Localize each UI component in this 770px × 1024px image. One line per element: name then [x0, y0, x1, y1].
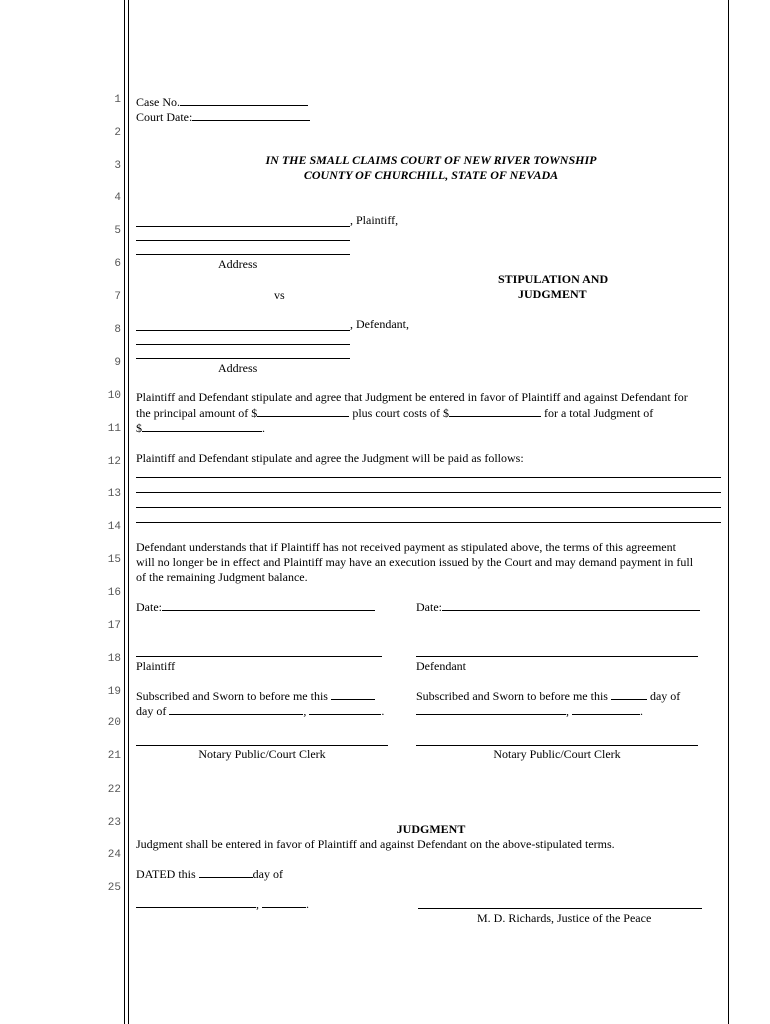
defendant-address-line-1[interactable]: [136, 344, 350, 345]
plaintiff-address-line-2[interactable]: [136, 254, 350, 255]
plaintiff-signature-label: Plaintiff: [136, 659, 176, 673]
payment-terms-line-4[interactable]: [136, 522, 721, 523]
sworn-right-day-field[interactable]: [611, 688, 647, 700]
sworn-left-period: .: [381, 704, 385, 718]
court-date-label: Court Date:: [136, 110, 193, 124]
line-number: 6: [114, 258, 121, 270]
sworn-right-line1: [416, 688, 680, 704]
line-number: 24: [107, 849, 121, 861]
stipulation-text-line1: Plaintiff and Defendant stipulate and agree that Judgment be entered in favor of Plaintiff and against Defendant for: [136, 390, 688, 404]
line-number: 4: [114, 192, 121, 204]
payment-terms-line-1[interactable]: [136, 477, 721, 478]
principal-amount-field[interactable]: [257, 405, 349, 417]
dated-comma: ,: [256, 897, 259, 911]
sworn-left-month-field[interactable]: [169, 703, 303, 715]
document-title-line2: JUDGMENT: [518, 287, 587, 301]
notary-label-left: Notary Public/Court Clerk: [198, 747, 326, 761]
defendant-signature-label: Defendant: [416, 659, 466, 673]
sworn-right-month-field[interactable]: [416, 703, 566, 715]
line-number: 17: [107, 620, 121, 632]
sworn-right-year-field[interactable]: [572, 703, 640, 715]
line-number: 20: [107, 717, 121, 729]
dated-label: DATED this: [136, 867, 196, 881]
payment-terms-line-2[interactable]: [136, 492, 721, 493]
total-judgment-field[interactable]: [142, 420, 262, 432]
costs-label: plus court costs of $: [352, 406, 449, 420]
dated-month-year: [136, 896, 309, 912]
line-number: 3: [114, 160, 121, 172]
sworn-right-comma: ,: [566, 704, 569, 718]
default-terms-line3: of the remaining Judgment balance.: [136, 570, 308, 584]
margin-rule-right: [728, 0, 729, 1024]
notary-signature-line-left[interactable]: [136, 745, 388, 746]
judge-name-label: M. D. Richards, Justice of the Peace: [477, 911, 652, 925]
line-number: 18: [107, 653, 121, 665]
dated-month-field[interactable]: [136, 896, 256, 908]
line-number: 22: [107, 784, 121, 796]
versus-label: vs: [274, 288, 285, 302]
notary-label-right: Notary Public/Court Clerk: [493, 747, 621, 761]
sworn-left-comma: ,: [303, 704, 307, 718]
court-date-field[interactable]: [136, 109, 310, 125]
defendant-label: , Defendant,: [350, 317, 409, 331]
judgment-text: Judgment shall be entered in favor of Plaintiff and against Defendant on the above-stipulated terms.: [136, 837, 615, 851]
sworn-left-day-field[interactable]: [331, 688, 375, 700]
sworn-right-period: .: [640, 704, 643, 718]
sworn-left-line2: [136, 703, 384, 719]
document-title-line1: STIPULATION AND: [498, 272, 609, 286]
total-label: for a total Judgment of: [543, 406, 654, 420]
line-number: 16: [107, 587, 121, 599]
payment-terms-line-3[interactable]: [136, 507, 721, 508]
defendant-address-line-2[interactable]: [136, 358, 350, 359]
dated-year-field[interactable]: [262, 896, 306, 908]
line-number: 2: [114, 127, 121, 139]
plaintiff-signature-line[interactable]: [136, 656, 382, 657]
line-number: 14: [107, 521, 121, 533]
judge-signature-line[interactable]: [418, 908, 702, 909]
line-number: 15: [107, 554, 121, 566]
period: .: [262, 421, 265, 435]
court-costs-field[interactable]: [449, 405, 541, 417]
defendant-address-label: Address: [218, 361, 258, 375]
line-number: 5: [114, 225, 121, 237]
line-number: 13: [107, 488, 121, 500]
sworn-left-text: Subscribed and Sworn to before me this: [136, 689, 328, 703]
margin-rule-left-1: [124, 0, 125, 1024]
stipulation-text-line2: [136, 405, 653, 421]
line-number: 11: [107, 423, 121, 435]
line-number: 10: [107, 390, 121, 402]
date-label-right: Date:: [416, 600, 442, 614]
line-number: 7: [114, 291, 121, 303]
principal-label: the principal amount of $: [136, 406, 258, 420]
dated-line: [136, 866, 283, 882]
plaintiff-date-field[interactable]: [136, 599, 375, 615]
line-number: 23: [107, 817, 121, 829]
sworn-right-dayof: day of: [649, 689, 681, 703]
line-number: 1: [114, 94, 121, 106]
court-title-line2: COUNTY OF CHURCHILL, STATE OF NEVADA: [303, 168, 559, 182]
sworn-right-line2: [416, 703, 643, 719]
sworn-right-text: Subscribed and Sworn to before me this: [416, 689, 608, 703]
default-terms-line1: Defendant understands that if Plaintiff has not received payment as stipulated above, the terms of this agreement: [136, 540, 676, 554]
notary-signature-line-right[interactable]: [416, 745, 698, 746]
margin-rule-left-2: [128, 0, 129, 1024]
line-number: 19: [107, 686, 121, 698]
court-title-line1: IN THE SMALL CLAIMS COURT OF NEW RIVER TOWNSHIP: [265, 153, 597, 167]
sworn-left-year-field[interactable]: [309, 703, 381, 715]
case-no-field[interactable]: [136, 94, 308, 110]
line-number: 21: [107, 750, 121, 762]
plaintiff-address-label: Address: [218, 257, 258, 271]
dated-period: .: [306, 897, 309, 911]
defendant-name-line[interactable]: [136, 330, 350, 331]
sworn-left-dayof: day of: [136, 704, 167, 718]
stipulation-text-line3: [136, 420, 265, 436]
line-number: 25: [107, 882, 121, 894]
payment-terms-text: Plaintiff and Defendant stipulate and agree the Judgment will be paid as follows:: [136, 451, 524, 465]
judgment-heading: JUDGMENT: [396, 822, 466, 836]
default-terms-line2: will no longer be in effect and Plaintiff may have an execution issued by the Court and may demand payment in full: [136, 555, 694, 569]
plaintiff-name-line[interactable]: [136, 226, 350, 227]
line-number: 9: [114, 357, 121, 369]
line-number: 12: [107, 456, 121, 468]
defendant-signature-line[interactable]: [416, 656, 698, 657]
dated-day-field[interactable]: [199, 866, 253, 878]
line-number: 8: [114, 324, 121, 336]
sworn-left-line1: [136, 688, 375, 704]
plaintiff-label: , Plaintiff,: [350, 213, 399, 227]
date-label-left: Date:: [136, 600, 162, 614]
case-no-label: Case No.: [136, 95, 180, 109]
defendant-date-field[interactable]: [416, 599, 700, 615]
dated-dayof: day of: [252, 867, 283, 881]
plaintiff-address-line-1[interactable]: [136, 240, 350, 241]
dollar-sign: $: [136, 421, 142, 435]
